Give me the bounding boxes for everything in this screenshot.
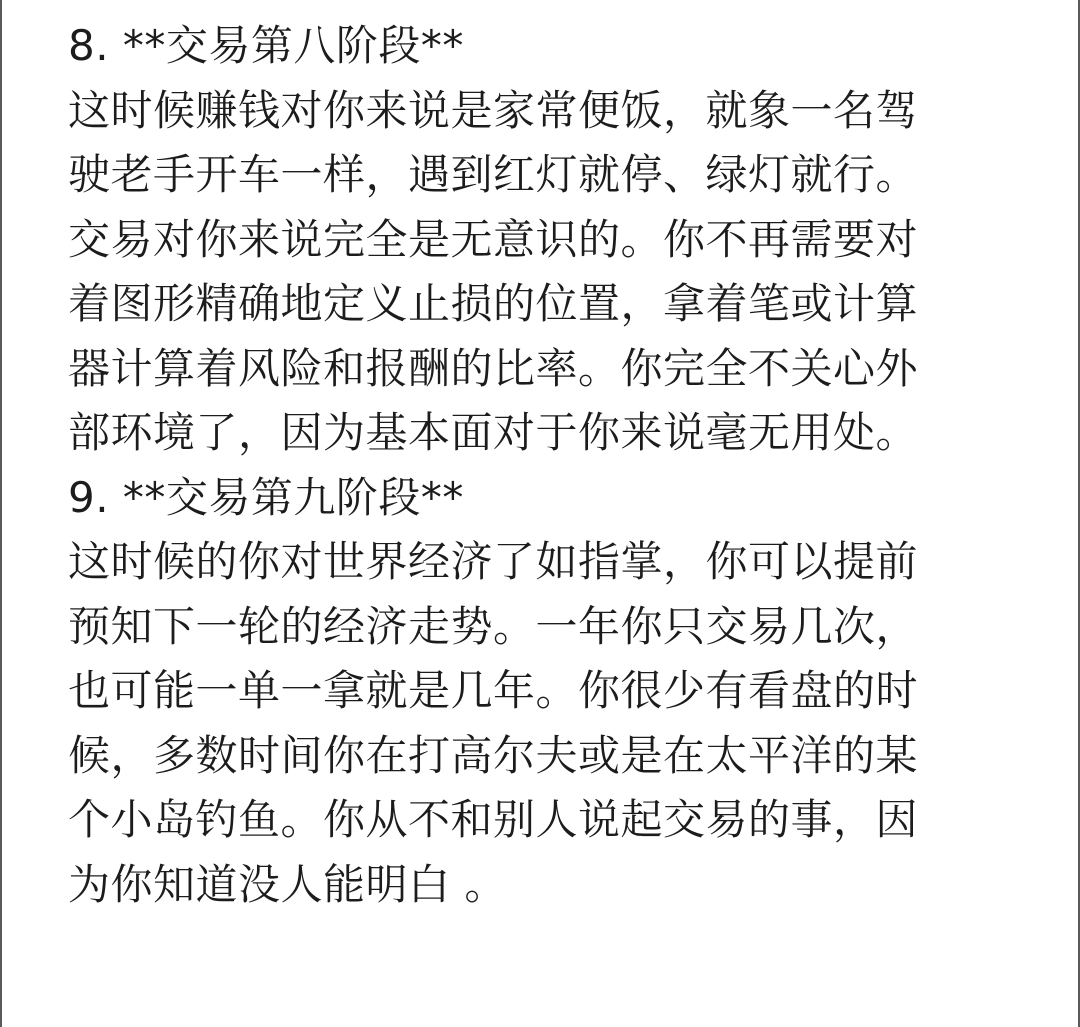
section-heading-8: 8. **交易第八阶段** (68, 21, 464, 70)
text-line: 也可能一单一拿就是几年。你很少有看盘的时 (68, 666, 919, 715)
text-line: 部环境了，因为基本面对于你来说毫无用处。 (68, 408, 919, 457)
text-line: 着图形精确地定义止损的位置，拿着笔或计算 (68, 279, 919, 328)
left-border (0, 0, 2, 1027)
text-line: 候，多数时间你在打高尔夫或是在太平洋的某 (68, 730, 919, 780)
text-line: 驶老手开车一样，遇到红灯就停、绿灯就行。 (68, 150, 919, 199)
text-line: 这时候的你对世界经济了如指掌，你可以提前 (68, 537, 919, 586)
text-line: 个小岛钓鱼。你从不和别人说起交易的事，因 (68, 795, 919, 844)
text-line: 器计算着风险和报酬的比率。你完全不关心外 (68, 343, 919, 393)
text-line: 为你知道没人能明白 。 (68, 859, 507, 909)
section-heading-9: 9. **交易第九阶段** (68, 472, 464, 522)
text-line: 这时候赚钱对你来说是家常便饭，就象一名驾 (68, 85, 919, 135)
document-body (68, 14, 1028, 917)
text-line: 交易对你来说完全是无意识的。你不再需要对 (68, 214, 919, 264)
text-line: 预知下一轮的经济走势。一年你只交易几次， (68, 601, 919, 651)
